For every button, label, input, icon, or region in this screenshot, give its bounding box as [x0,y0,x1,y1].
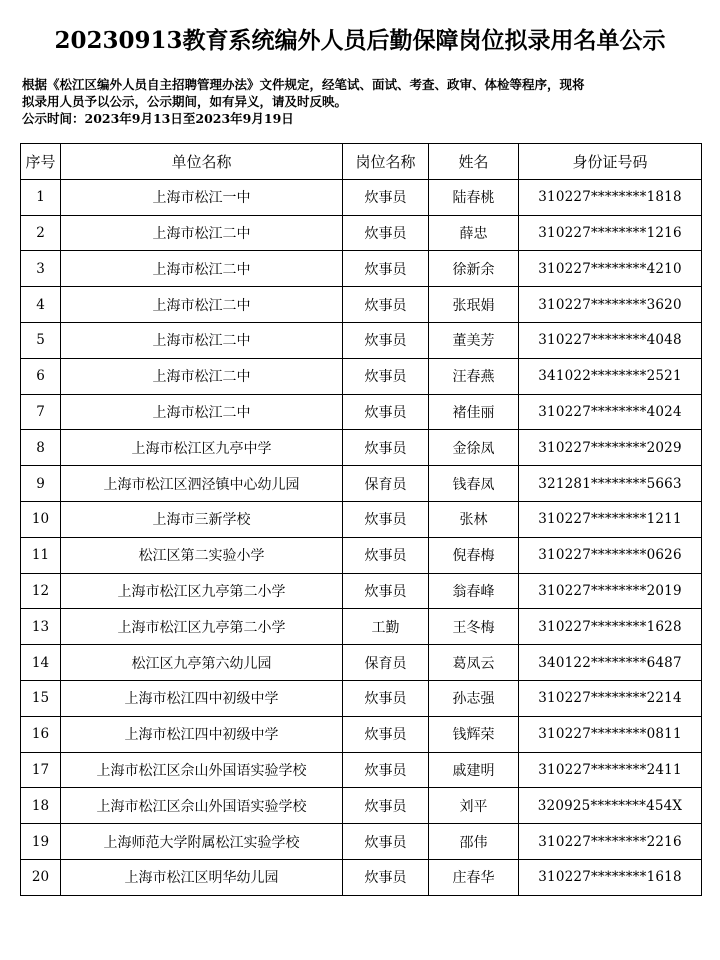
cell-id: 310227********4048 [519,322,702,358]
cell-id: 320925********454X [519,788,702,824]
table-row [21,251,702,287]
cell-unit: 松江区九亭第六幼儿园 [61,645,343,681]
cell-post: 炊事员 [343,573,429,609]
table-row [21,537,702,573]
cell-name: 葛凤云 [429,645,519,681]
cell-seq: 4 [21,287,61,323]
cell-unit: 上海市松江二中 [61,394,343,430]
table-row [21,716,702,752]
table-row [21,215,702,251]
cell-post: 炊事员 [343,788,429,824]
cell-post: 工勤 [343,609,429,645]
cell-name: 邵伟 [429,824,519,860]
cell-id: 310227********0811 [519,716,702,752]
cell-name: 倪春梅 [429,537,519,573]
cell-post: 炊事员 [343,215,429,251]
cell-name: 刘平 [429,788,519,824]
header-id: 身份证号码 [519,144,702,180]
cell-post: 炊事员 [343,680,429,716]
cell-unit: 上海市松江区明华幼儿园 [61,859,343,895]
cell-name: 薛忠 [429,215,519,251]
cell-post: 炊事员 [343,501,429,537]
table-row [21,609,702,645]
cell-id: 321281********5663 [519,466,702,502]
notice-line: 拟录用人员予以公示，公示期间，如有异义，请及时反映。 [22,94,348,109]
table-row [21,752,702,788]
cell-name: 汪春燕 [429,358,519,394]
cell-post: 炊事员 [343,752,429,788]
table-row [21,680,702,716]
cell-id: 310227********1628 [519,609,702,645]
cell-unit: 上海市松江二中 [61,251,343,287]
table-row [21,287,702,323]
cell-seq: 2 [21,215,61,251]
table-row [21,501,702,537]
cell-id: 310227********2019 [519,573,702,609]
cell-unit: 上海市松江区九亭第二小学 [61,573,343,609]
table-row [21,430,702,466]
cell-id: 310227********2411 [519,752,702,788]
table-row [21,179,702,215]
header-unit: 单位名称 [61,144,343,180]
cell-post: 炊事员 [343,287,429,323]
cell-post: 炊事员 [343,251,429,287]
cell-name: 董美芳 [429,322,519,358]
cell-seq: 11 [21,537,61,573]
table-row [21,824,702,860]
cell-seq: 9 [21,466,61,502]
cell-post: 炊事员 [343,859,429,895]
table-row [21,788,702,824]
cell-name: 张珉娟 [429,287,519,323]
cell-unit: 上海市松江四中初级中学 [61,680,343,716]
cell-post: 炊事员 [343,322,429,358]
cell-unit: 上海市松江四中初级中学 [61,716,343,752]
cell-seq: 10 [21,501,61,537]
cell-name: 张林 [429,501,519,537]
cell-seq: 15 [21,680,61,716]
cell-seq: 17 [21,752,61,788]
cell-post: 炊事员 [343,824,429,860]
cell-name: 褚佳丽 [429,394,519,430]
cell-post: 炊事员 [343,394,429,430]
cell-name: 金徐凤 [429,430,519,466]
cell-name: 庄春华 [429,859,519,895]
page-title: 20230913教育系统编外人员后勤保障岗位拟录用名单公示 [54,27,666,54]
cell-seq: 20 [21,859,61,895]
cell-id: 310227********4024 [519,394,702,430]
cell-seq: 7 [21,394,61,430]
cell-id: 310227********3620 [519,287,702,323]
cell-unit: 松江区第二实验小学 [61,537,343,573]
cell-id: 310227********2216 [519,824,702,860]
cell-seq: 19 [21,824,61,860]
cell-id: 310227********1216 [519,215,702,251]
cell-id: 310227********2029 [519,430,702,466]
notice-text [22,76,702,127]
cell-post: 炊事员 [343,358,429,394]
cell-unit: 上海市松江二中 [61,358,343,394]
cell-name: 钱春凤 [429,466,519,502]
cell-name: 孙志强 [429,680,519,716]
cell-seq: 13 [21,609,61,645]
cell-name: 陆春桃 [429,179,519,215]
cell-seq: 18 [21,788,61,824]
cell-name: 翁春峰 [429,573,519,609]
cell-unit: 上海市松江二中 [61,215,343,251]
cell-id: 341022********2521 [519,358,702,394]
notice-line: 根据《松江区编外人员自主招聘管理办法》文件规定，经笔试、面试、考查、政审、体检等程序，现将 [22,77,585,92]
cell-unit: 上海市松江二中 [61,287,343,323]
cell-id: 310227********0626 [519,537,702,573]
cell-id: 310227********1618 [519,859,702,895]
table-row [21,573,702,609]
cell-id: 340122********6487 [519,645,702,681]
table-row [21,645,702,681]
cell-unit: 上海市松江区九亭中学 [61,430,343,466]
cell-unit: 上海市松江区佘山外国语实验学校 [61,752,343,788]
cell-post: 保育员 [343,466,429,502]
header-name: 姓名 [429,144,519,180]
cell-post: 炊事员 [343,430,429,466]
cell-unit: 上海市松江区九亭第二小学 [61,609,343,645]
cell-seq: 12 [21,573,61,609]
cell-unit: 上海师范大学附属松江实验学校 [61,824,343,860]
cell-id: 310227********4210 [519,251,702,287]
cell-id: 310227********1211 [519,501,702,537]
cell-seq: 8 [21,430,61,466]
table-row [21,859,702,895]
table-row [21,394,702,430]
table-header-row [21,144,702,180]
table-row [21,466,702,502]
cell-name: 王冬梅 [429,609,519,645]
cell-unit: 上海市三新学校 [61,501,343,537]
cell-seq: 1 [21,179,61,215]
cell-id: 310227********1818 [519,179,702,215]
cell-unit: 上海市松江一中 [61,179,343,215]
hiring-roster-table [20,143,702,896]
cell-post: 炊事员 [343,716,429,752]
cell-unit: 上海市松江二中 [61,322,343,358]
cell-id: 310227********2214 [519,680,702,716]
cell-seq: 16 [21,716,61,752]
cell-post: 炊事员 [343,537,429,573]
cell-seq: 14 [21,645,61,681]
cell-name: 戚建明 [429,752,519,788]
cell-unit: 上海市松江区泗泾镇中心幼儿园 [61,466,343,502]
cell-unit: 上海市松江区佘山外国语实验学校 [61,788,343,824]
cell-name: 徐新余 [429,251,519,287]
header-post: 岗位名称 [343,144,429,180]
cell-seq: 6 [21,358,61,394]
cell-seq: 5 [21,322,61,358]
cell-post: 炊事员 [343,179,429,215]
table-body [21,179,702,895]
table-row [21,358,702,394]
cell-seq: 3 [21,251,61,287]
cell-post: 保育员 [343,645,429,681]
cell-name: 钱辉荣 [429,716,519,752]
table-row [21,322,702,358]
header-seq: 序号 [21,144,61,180]
notice-period: 公示时间：2023年9月13日至2023年9月19日 [22,111,294,126]
